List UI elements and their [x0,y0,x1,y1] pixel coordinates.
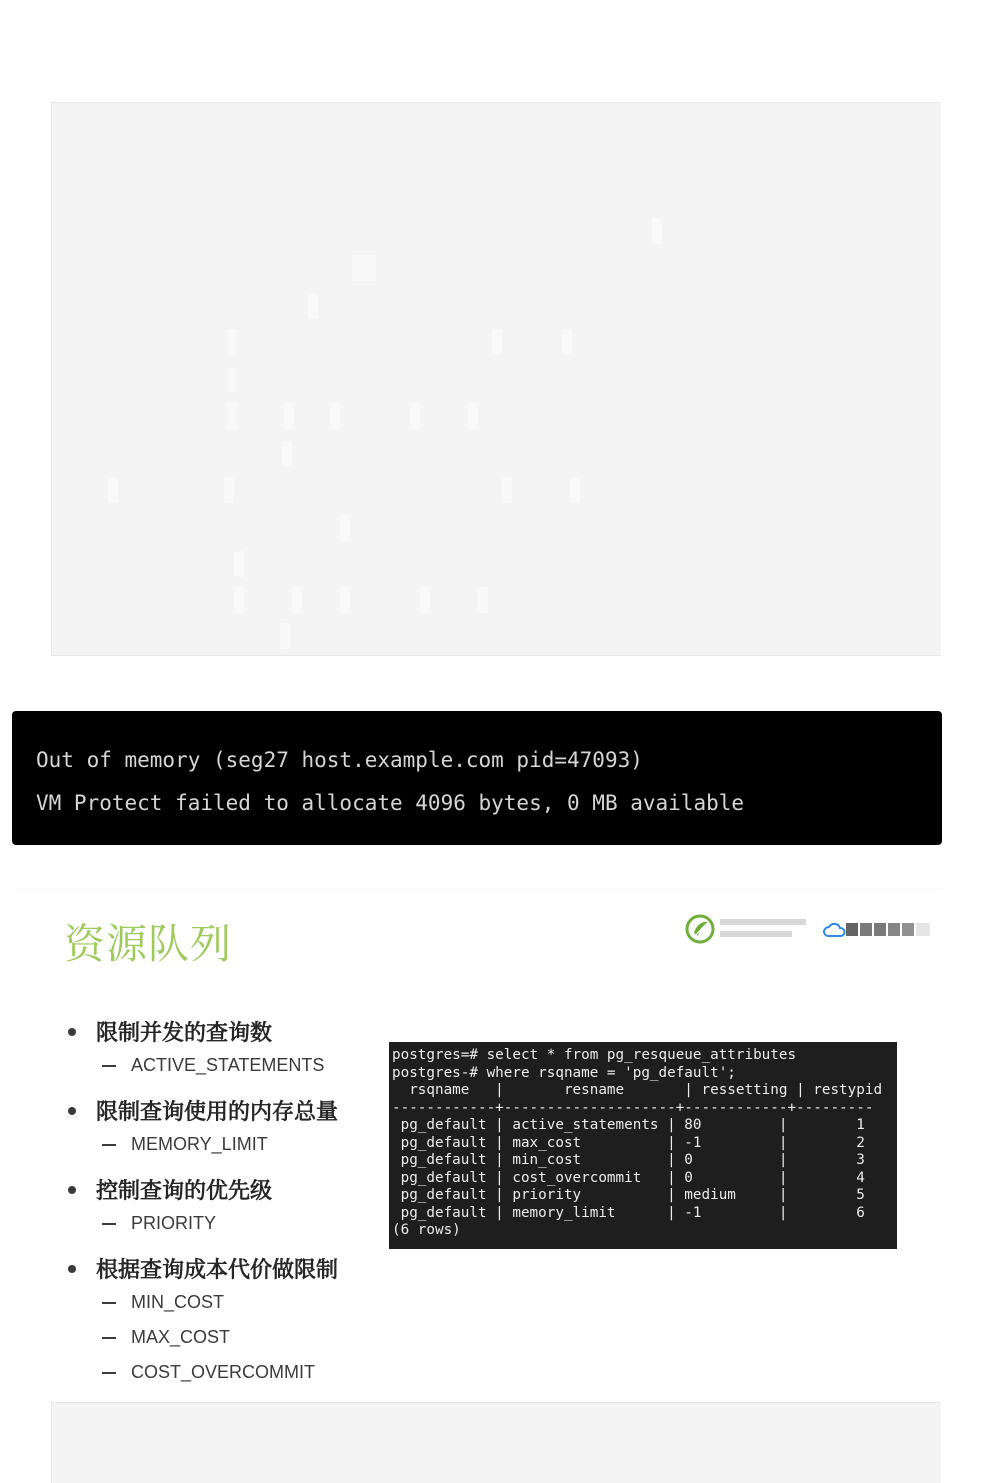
dash-marker [102,1144,116,1146]
terminal-line: pg_default | priority | medium | 5 [392,1187,865,1203]
bullet-dot [68,1028,76,1036]
list-item [64,1251,394,1286]
terminal-output [389,1042,897,1249]
dash-marker [102,1302,116,1304]
sub-list-item [64,1207,394,1242]
image-placeholder-top [51,102,941,656]
sub-item-label: MEMORY_LIMIT [131,1134,268,1154]
dash-marker [102,1337,116,1339]
list-item [64,1014,394,1049]
terminal-line: postgres=# select * from pg_resqueue_attributes [392,1047,797,1063]
dash-marker [102,1372,116,1374]
terminal-line: pg_default | active_statements | 80 | 1 [392,1117,865,1133]
terminal-line: pg_default | min_cost | 0 | 3 [392,1152,865,1168]
terminal-line: postgres-# where rsqname = 'pg_default'; [392,1064,736,1081]
sub-list-item [64,1049,394,1084]
sub-item-label: ACTIVE_STATEMENTS [131,1055,325,1075]
terminal-line: pg_default | max_cost | -1 | 2 [392,1134,865,1151]
terminal-line: (6 rows) [392,1222,461,1238]
tencent-cloud-university-logo-icon [818,915,936,943]
sub-item-label: MIN_COST [131,1292,225,1312]
code-line: Out of memory (seg27 host.example.com pid=47093) [36,748,643,772]
list-item [64,1172,394,1207]
sub-item-label: PRIORITY [131,1213,217,1233]
dash-marker [102,1065,116,1067]
list-item [64,1093,394,1128]
slide-resource-queue [16,889,942,1399]
sub-list-item [64,1356,394,1391]
terminal-line: pg_default | cost_overcommit | 0 | 4 [392,1169,865,1186]
sub-list-item [64,1321,394,1356]
code-line: VM Protect failed to allocate 4096 bytes, 0 MB available [36,791,745,815]
terminal-line: pg_default | memory_limit | -1 | 6 [392,1204,865,1221]
bullet-label: 控制查询的优先级 [96,1179,273,1204]
image-placeholder-bottom [51,1402,941,1483]
sub-item-label: COST_OVERCOMMIT [131,1362,316,1382]
bullet-label: 根据查询成本代价做限制 [96,1258,339,1283]
terminal-line: ------------+--------------------+------------+--------- [392,1099,874,1116]
error-code-block [12,711,942,845]
bullet-dot [68,1186,76,1194]
bullet-dot [68,1107,76,1115]
bullet-list [64,1014,394,1391]
sub-list-item [64,1286,394,1321]
sub-item-label: MAX_COST [131,1327,231,1347]
sub-list-item [64,1128,394,1163]
bullet-label: 限制并发的查询数 [96,1021,273,1046]
terminal-line: rsqname | resname | ressetting | restypid [392,1082,883,1098]
dash-marker [102,1223,116,1225]
greenplum-logo-icon [684,911,814,945]
bullet-label: 限制查询使用的内存总量 [96,1100,339,1125]
bullet-dot [68,1265,76,1273]
slide-title: 资源队列 [64,920,232,968]
